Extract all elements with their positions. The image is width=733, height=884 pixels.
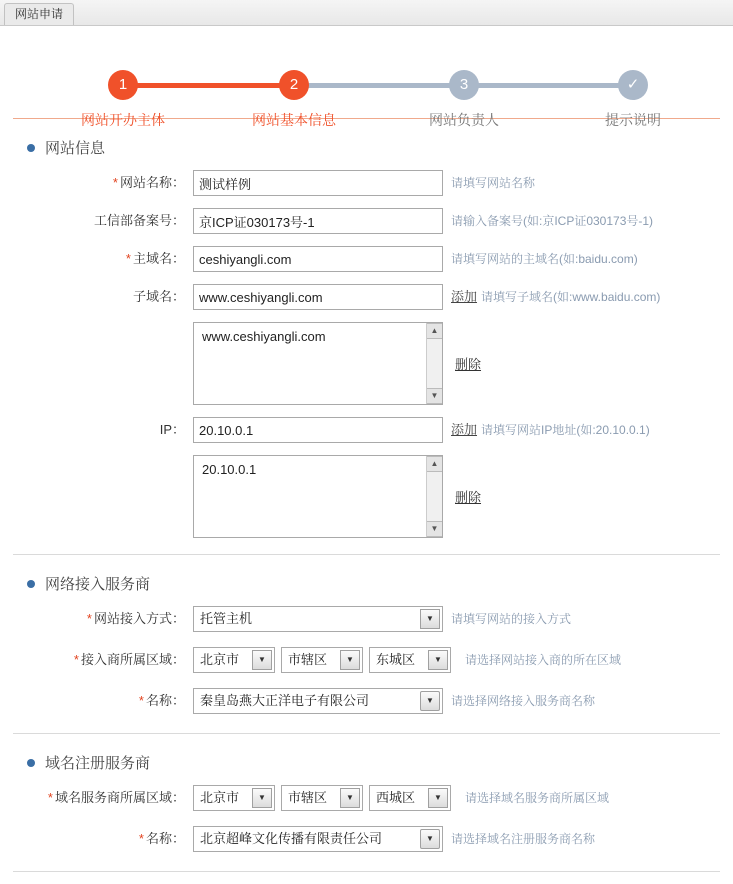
chevron-down-icon[interactable]: ▼ <box>420 609 440 629</box>
main-domain-input[interactable] <box>193 246 443 272</box>
section-access-provider-heading: 网络接入服务商 <box>45 576 151 593</box>
section-domain-registrar-heading: 域名注册服务商 <box>45 755 151 772</box>
scroll-down-icon[interactable]: ▼ <box>427 521 443 537</box>
required-asterisk: * <box>86 611 92 626</box>
required-asterisk: * <box>125 251 131 266</box>
access-region-province-wrap <box>193 647 275 676</box>
chevron-down-icon[interactable]: ▼ <box>420 691 440 711</box>
listbox-scrollbar[interactable] <box>426 456 442 537</box>
required-asterisk: * <box>112 175 118 190</box>
step-4[interactable] <box>588 70 678 130</box>
access-type-value: 托管主机 <box>200 611 253 626</box>
hint-access-region: 请选择网站接入商的所在区域 <box>465 653 622 667</box>
step-4-label: 提示说明 <box>605 112 661 128</box>
row-ip <box>13 417 720 443</box>
access-region-district-select[interactable] <box>369 647 451 673</box>
step-4-circle: ✓ <box>618 70 648 100</box>
label-main-domain: * 主域名： <box>125 251 185 266</box>
row-access-name <box>13 688 720 717</box>
section-access-provider-title <box>13 573 720 594</box>
hint-main-domain: 请填写网站的主域名(如:baidu.com) <box>451 252 638 266</box>
access-region-district-value: 东城区 <box>376 652 416 667</box>
sub-domain-input[interactable] <box>193 284 443 310</box>
chevron-down-icon[interactable]: ▼ <box>340 788 360 808</box>
bullet-icon <box>27 144 35 152</box>
label-icp: 工信部备案号： <box>93 213 185 228</box>
hint-access-name: 请选择网络接入服务商名称 <box>451 694 596 708</box>
access-region-city-select[interactable] <box>281 647 363 673</box>
step-3[interactable] <box>419 70 509 130</box>
registrar-name-value: 北京超峰文化传播有限责任公司 <box>200 831 383 846</box>
chevron-down-icon[interactable]: ▼ <box>428 788 448 808</box>
step-2-label: 网站基本信息 <box>252 112 336 128</box>
label-registrar-name: * 名称： <box>138 831 185 846</box>
window-tab[interactable]: 网站申请 <box>4 3 74 25</box>
section-site-info <box>13 119 720 538</box>
sub-domain-listbox[interactable] <box>193 322 443 405</box>
field-site-name <box>193 170 443 196</box>
access-region-province-value: 北京市 <box>200 652 240 667</box>
label-site-name: * 网站名称： <box>112 175 185 190</box>
section-domain-registrar <box>13 734 720 855</box>
field-main-domain <box>193 246 443 272</box>
label-access-type: * 网站接入方式： <box>86 611 185 626</box>
field-icp <box>193 208 443 234</box>
registrar-region-city-wrap <box>281 785 363 814</box>
access-region-province-select[interactable] <box>193 647 275 673</box>
bullet-icon <box>27 580 35 588</box>
registrar-region-district-select[interactable] <box>369 785 451 811</box>
ip-listbox[interactable] <box>193 455 443 538</box>
row-sub-domain-list <box>13 322 720 405</box>
field-sub-domain <box>193 284 443 310</box>
ip-delete-link[interactable]: 删除 <box>455 490 482 505</box>
required-asterisk: * <box>138 831 144 846</box>
field-registrar-name <box>193 826 443 855</box>
field-access-region <box>193 647 457 676</box>
list-item[interactable]: www.ceshiyangli.com <box>202 329 326 344</box>
scroll-down-icon[interactable]: ▼ <box>427 388 443 404</box>
page-body <box>0 38 733 872</box>
row-access-region <box>13 647 720 676</box>
label-access-region: * 接入商所属区域： <box>73 652 185 667</box>
section-divider-3 <box>13 871 720 872</box>
registrar-region-city-select[interactable] <box>281 785 363 811</box>
list-item[interactable]: 20.10.0.1 <box>202 462 257 477</box>
bullet-icon <box>27 759 35 767</box>
chevron-down-icon[interactable]: ▼ <box>340 650 360 670</box>
required-asterisk: * <box>47 790 53 805</box>
required-asterisk: * <box>73 652 79 667</box>
listbox-scrollbar[interactable] <box>426 323 442 404</box>
label-ip: IP： <box>159 422 185 437</box>
row-site-name <box>13 170 720 196</box>
registrar-region-province-value: 北京市 <box>200 790 240 805</box>
step-1-label: 网站开办主体 <box>81 112 165 128</box>
hint-site-name: 请填写网站名称 <box>451 176 536 190</box>
access-region-city-value: 市辖区 <box>288 652 328 667</box>
chevron-down-icon[interactable]: ▼ <box>252 788 272 808</box>
field-registrar-region <box>193 785 457 814</box>
registrar-region-province-select[interactable] <box>193 785 275 811</box>
ip-input[interactable] <box>193 417 443 443</box>
chevron-down-icon[interactable]: ▼ <box>420 829 440 849</box>
field-ip <box>193 417 443 443</box>
row-icp <box>13 208 720 234</box>
access-provider-name-select[interactable] <box>193 688 443 714</box>
section-domain-registrar-title <box>13 752 720 773</box>
access-region-city-wrap <box>281 647 363 676</box>
hint-sub-domain: 请填写子域名(如:www.baidu.com) <box>481 290 661 304</box>
row-ip-list <box>13 455 720 538</box>
step-2[interactable] <box>249 70 339 130</box>
step-3-label: 网站负责人 <box>429 112 499 128</box>
hint-icp: 请输入备案号(如:京ICP证030173号-1) <box>451 214 654 228</box>
row-registrar-region <box>13 785 720 814</box>
icp-input[interactable] <box>193 208 443 234</box>
step-3-circle: 3 <box>449 70 479 100</box>
hint-access-type: 请填写网站的接入方式 <box>451 612 572 626</box>
row-access-type <box>13 606 720 635</box>
access-provider-name-value: 秦皇岛燕大正洋电子有限公司 <box>200 693 370 708</box>
registrar-name-select[interactable] <box>193 826 443 852</box>
field-access-type <box>193 606 443 635</box>
hint-ip: 请填写网站IP地址(如:20.10.0.1) <box>481 423 650 437</box>
sub-domain-delete-link[interactable]: 删除 <box>455 357 482 372</box>
section-site-info-heading: 网站信息 <box>45 140 106 157</box>
section-site-info-title <box>13 137 720 158</box>
registrar-region-district-wrap <box>369 785 451 814</box>
sub-domain-add-link[interactable]: 添加 <box>451 289 478 304</box>
row-registrar-name <box>13 826 720 855</box>
scroll-up-icon[interactable]: ▲ <box>427 323 443 339</box>
label-access-name: * 名称： <box>138 693 185 708</box>
field-access-name <box>193 688 443 717</box>
label-sub-domain: 子域名： <box>132 289 185 304</box>
row-sub-domain <box>13 284 720 310</box>
registrar-region-district-value: 西城区 <box>376 790 416 805</box>
chevron-down-icon[interactable]: ▼ <box>428 650 448 670</box>
step-progress <box>13 38 720 128</box>
section-access-provider <box>13 555 720 717</box>
step-1-circle: 1 <box>108 70 138 100</box>
label-registrar-region: * 域名服务商所属区域： <box>47 790 185 805</box>
hint-registrar-region: 请选择域名服务商所属区域 <box>465 791 610 805</box>
site-name-input[interactable] <box>193 170 443 196</box>
window-titlebar <box>0 0 733 26</box>
access-region-district-wrap <box>369 647 451 676</box>
ip-add-link[interactable]: 添加 <box>451 422 478 437</box>
required-asterisk: * <box>138 693 144 708</box>
chevron-down-icon[interactable]: ▼ <box>252 650 272 670</box>
row-main-domain <box>13 246 720 272</box>
access-type-select[interactable] <box>193 606 443 632</box>
registrar-region-province-wrap <box>193 785 275 814</box>
hint-registrar-name: 请选择域名注册服务商名称 <box>451 832 596 846</box>
step-2-circle: 2 <box>279 70 309 100</box>
registrar-region-city-value: 市辖区 <box>288 790 328 805</box>
scroll-up-icon[interactable]: ▲ <box>427 456 443 472</box>
step-1[interactable] <box>78 70 168 130</box>
